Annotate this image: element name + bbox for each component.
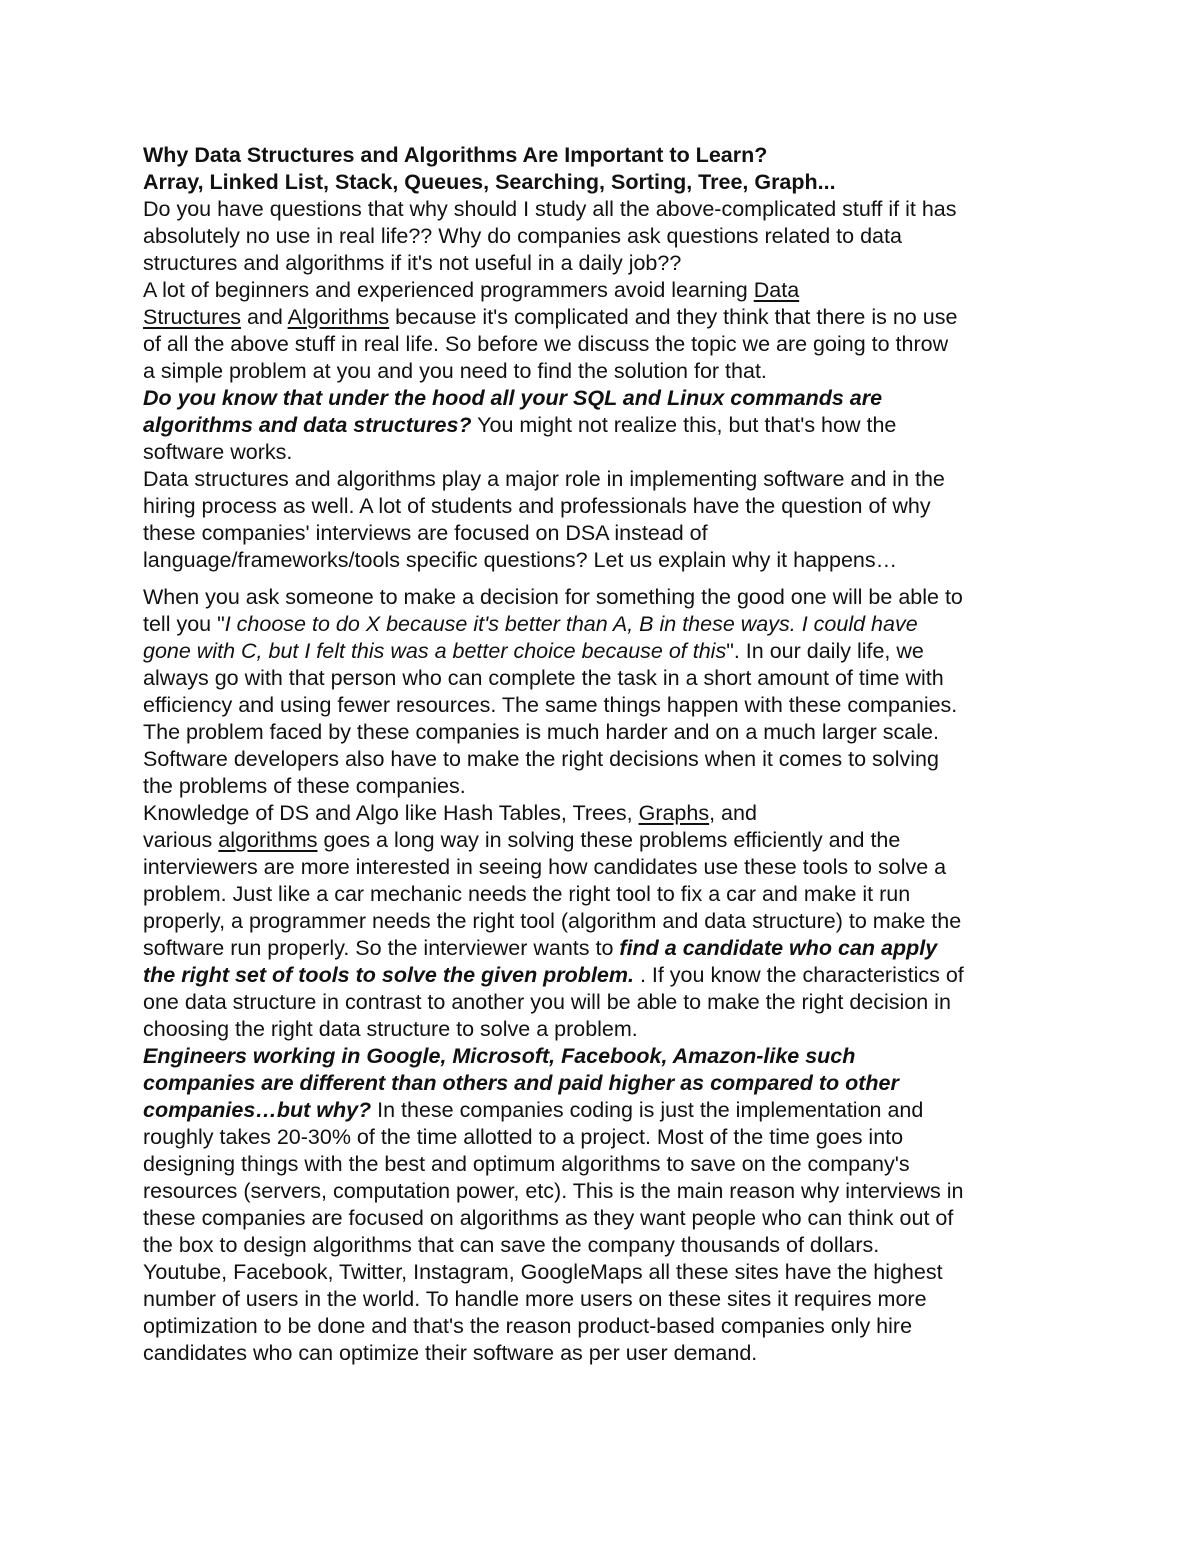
text-line: candidates who can optimize their software as per user demand. (143, 1341, 758, 1365)
paragraph-under-the-hood (143, 385, 1063, 466)
text-run: , and (709, 801, 757, 825)
text-line: absolutely no use in real life?? Why do companies ask questions related to data (143, 224, 902, 248)
text-line: these companies are focused on algorithms as they want people who can think out of (143, 1206, 954, 1230)
text-run: goes a long way in solving these problems efficiently and the (317, 828, 901, 852)
text-run: ". In our daily life, we (726, 639, 924, 663)
text-line: Do you know that under the hood all your SQL and Linux commands are (143, 386, 883, 410)
text-line: Data structures and algorithms play a major role in implementing software and in the (143, 467, 945, 491)
text-line: the box to design algorithms that can save the company thousands of dollars. (143, 1233, 880, 1257)
paragraph-major-role (143, 466, 1063, 574)
paragraph-sites (143, 1259, 1063, 1367)
text-run: and (240, 305, 288, 329)
text-line (143, 935, 1063, 962)
text-line: problem. Just like a car mechanic needs the right tool to fix a car and make it run (143, 882, 911, 906)
text-line (143, 277, 1063, 304)
algorithms-link[interactable]: Algorithms (287, 305, 390, 329)
text-line: choosing the right data structure to solve a problem. (143, 1017, 638, 1041)
text-line (143, 304, 1063, 331)
text-line: Do you have questions that why should I study all the above-complicated stuff if it has (143, 197, 957, 221)
paragraph-engineers (143, 1043, 1063, 1259)
text-line (143, 638, 1063, 665)
text-line: roughly takes 20-30% of the time allotted to a project. Most of the time goes into (143, 1125, 904, 1149)
paragraph-intro-questions (143, 196, 1063, 277)
text-line: efficiency and using fewer resources. The same things happen with these companies. (143, 693, 958, 717)
text-line (143, 611, 1063, 638)
text-run: various (143, 828, 219, 852)
text-line: software works. (143, 440, 293, 464)
text-line: interviewers are more interested in seeing how candidates use these tools to solve a (143, 855, 947, 879)
text-line: these companies' interviews are focused on DSA instead of (143, 521, 708, 545)
text-run: . If you know the characteristics of (633, 963, 964, 987)
paragraph-beginners (143, 277, 1063, 385)
structures-link[interactable]: Structures (143, 305, 241, 329)
text-run: software run properly. So the interviewer wants to (143, 936, 620, 960)
text-line: properly, a programmer needs the right tool (algorithm and data structure) to make the (143, 909, 962, 933)
text-line: language/frameworks/tools specific questions? Let us explain why it happens… (143, 548, 898, 572)
algorithms-link-2[interactable]: algorithms (218, 828, 318, 852)
text-run: algorithms and data structures? (143, 413, 472, 437)
document-subtitle: Array, Linked List, Stack, Queues, Searching, Sorting, Tree, Graph... (143, 170, 836, 194)
text-line: always go with that person who can complete the task in a short amount of time with (143, 666, 944, 690)
text-line: Software developers also have to make the right decisions when it comes to solving (143, 747, 939, 771)
text-run: the right set of tools to solve the given problem. (143, 963, 634, 987)
text-line: The problem faced by these companies is much harder and on a much larger scale. (143, 720, 939, 744)
text-line: of all the above stuff in real life. So before we discuss the topic we are going to throw (143, 332, 949, 356)
text-run: You might not realize this, but that's how the (471, 413, 897, 437)
text-line: a simple problem at you and you need to find the solution for that. (143, 359, 767, 383)
paragraph-knowledge (143, 800, 1063, 1043)
document-body (143, 142, 1063, 1367)
text-line (143, 827, 1063, 854)
text-run: because it's complicated and they think that there is no use (389, 305, 958, 329)
document-title: Why Data Structures and Algorithms Are Important to Learn? (143, 143, 768, 167)
text-run: companies…but why? (143, 1098, 372, 1122)
text-line: structures and algorithms if it's not useful in a daily job?? (143, 251, 682, 275)
text-line: Engineers working in Google, Microsoft, Facebook, Amazon-like such (143, 1044, 856, 1068)
paragraph-decision (143, 584, 1063, 800)
text-line: hiring process as well. A lot of students and professionals have the question of why (143, 494, 931, 518)
text-run: tell you " (143, 612, 225, 636)
text-line (143, 1097, 1063, 1124)
text-line: number of users in the world. To handle more users on these sites it requires more (143, 1287, 927, 1311)
text-line: one data structure in contrast to another you will be able to make the right decision in (143, 990, 951, 1014)
text-line: When you ask someone to make a decision for something the good one will be able to (143, 585, 963, 609)
text-line: designing things with the best and optimum algorithms to save on the company's (143, 1152, 910, 1176)
text-line: companies are different than others and paid higher as compared to other (143, 1071, 899, 1095)
text-run: Knowledge of DS and Algo like Hash Tables, Trees, (143, 801, 639, 825)
paragraph-gap (143, 574, 1063, 584)
text-run: A lot of beginners and experienced programmers avoid learning (143, 278, 754, 302)
text-line: Youtube, Facebook, Twitter, Instagram, GoogleMaps all these sites have the highest (143, 1260, 943, 1284)
graphs-link[interactable]: Graphs (638, 801, 710, 825)
text-run: gone with C, but I felt this was a better choice because of this (143, 639, 727, 663)
text-run: find a candidate who can apply (619, 936, 938, 960)
text-line (143, 962, 1063, 989)
text-line (143, 412, 1063, 439)
text-run: In these companies coding is just the implementation and (371, 1098, 924, 1122)
text-line (143, 800, 1063, 827)
text-line: optimization to be done and that's the reason product-based companies only hire (143, 1314, 913, 1338)
text-line: the problems of these companies. (143, 774, 466, 798)
data-link[interactable]: Data (753, 278, 800, 302)
text-run: I choose to do X because it's better than A, B in these ways. I could have (224, 612, 918, 636)
text-line: resources (servers, computation power, etc). This is the main reason why interviews in (143, 1179, 964, 1203)
